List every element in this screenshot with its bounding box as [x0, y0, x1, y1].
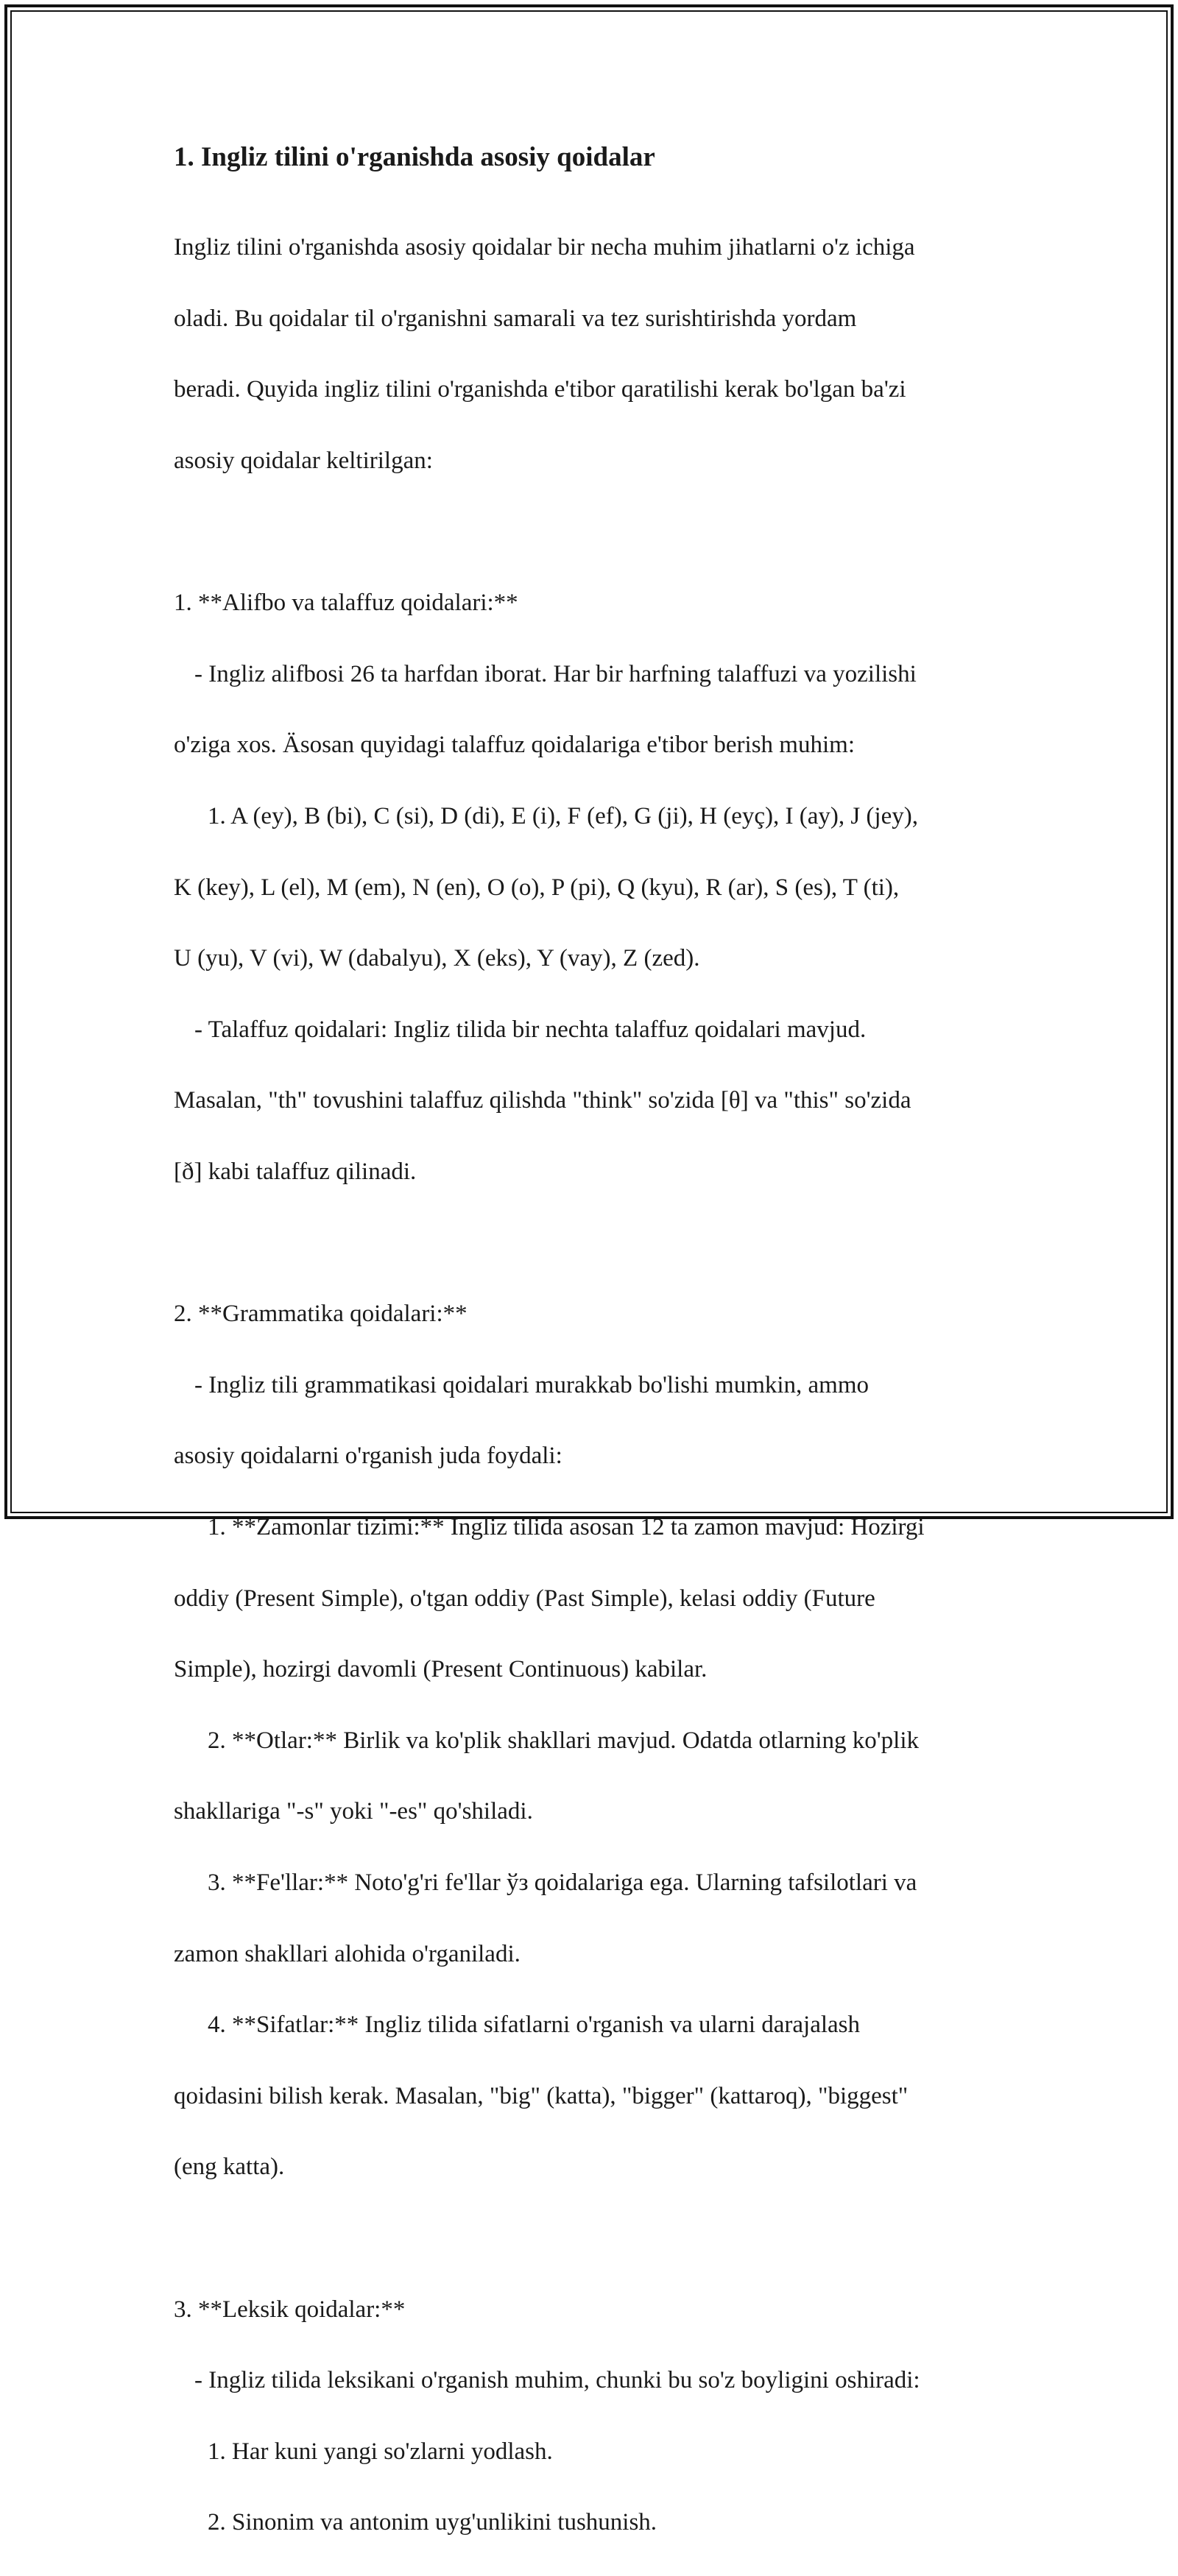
list-item-continuation: oddiy (Present Simple), o'tgan oddiy (Past Simple), kelasi oddiy (Future — [174, 1585, 875, 1612]
section-alphabet — [174, 550, 1013, 1225]
intro-line: oladi. Bu qoidalar til o'rganishni samarali va tez surishtirishda yordam — [174, 305, 857, 332]
list-item: 2. **Otlar:** Birlik va ko'plik shakllari mavjud. Odatda otlarning ko'plik — [208, 1727, 919, 1754]
section-heading: 1. **Alifbo va talaffuz qoidalari:** — [174, 590, 518, 617]
list-item-continuation: Masalan, "th" tovushini talaffuz qilishda "think" so'zida [θ] va "this" so'zida — [174, 1087, 911, 1114]
list-item: 1. **Zamonlar tizimi:** Ingliz tilida asosan 12 ta zamon mavjud: Hozirgi — [208, 1513, 925, 1540]
list-item: 4. **Sifatlar:** Ingliz tilida sifatlarni o'rganish va ularni darajalash — [208, 2011, 861, 2039]
list-item-continuation: Simple), hozirgi davomli (Present Continuous) kabilar. — [174, 1656, 708, 1683]
list-item-continuation: qoidasini bilish kerak. Masalan, "big" (katta), "bigger" (kattaroq), "biggest" — [174, 2082, 909, 2109]
intro-line: asosiy qoidalar keltirilgan: — [174, 447, 433, 475]
list-item: 1. A (ey), B (bi), C (si), D (di), E (i), F (ef), G (ji), H (eyç), I (ay), J (jey), — [208, 803, 918, 830]
list-item: - Talaffuz qoidalari: Ingliz tilida bir nechta talaffuz qoidalari mavjud. — [194, 1016, 867, 1043]
list-item: 2. Sinonim va antonim uyg'unlikini tushunish. — [208, 2509, 657, 2536]
intro-line: beradi. Quyida ingliz tilini o'rganishda e'tibor qaratilishi kerak bo'lgan ba'zi — [174, 376, 906, 403]
intro-line: Ingliz tilini o'rganishda asosiy qoidalar bir necha muhim jihatlarni o'z ichiga — [174, 234, 915, 261]
list-item-continuation: asosiy qoidalarni o'rganish juda foydali: — [174, 1443, 562, 1470]
section-heading: 3. **Leksik qoidalar:** — [174, 2296, 406, 2323]
document-title: 1. Ingliz tilini o'rganishda asosiy qoidalar — [174, 142, 655, 172]
list-item: - Ingliz tili grammatikasi qoidalari murakkab bo'lishi mumkin, ammo — [194, 1371, 870, 1398]
list-item: 1. Har kuni yangi so'zlarni yodlash. — [208, 2438, 553, 2465]
list-item: - Ingliz tilida leksikani o'rganish muhim, chunki bu so'z boyligini oshiradi: — [194, 2367, 920, 2394]
list-item-continuation: K (key), L (el), M (em), N (en), O (o), P (pi), Q (kyu), R (ar), S (es), T (ti), — [174, 874, 900, 901]
list-item-continuation: zamon shakllari alohida o'rganiladi. — [174, 1940, 521, 1967]
list-item: - Ingliz alifbosi 26 ta harfdan iborat. Har bir harfning talaffuzi va yozilishi — [194, 660, 917, 687]
section-heading: 2. **Grammatika qoidalari:** — [174, 1301, 468, 1328]
section-lexical — [174, 2256, 1013, 2576]
list-item-continuation: [ð] kabi talaffuz qilinadi. — [174, 1158, 417, 1186]
list-item-continuation: o'ziga xos. Äsosan quyidagi talaffuz qoidalariga e'tibor berish muhim: — [174, 732, 855, 759]
list-item: 3. **Fe'llar:** Noto'g'ri fe'llar ўз qoidalariga ega. Ularning tafsilotlari va — [208, 1869, 917, 1896]
list-item-continuation: shakllariga "-s" yoki "-es" qo'shiladi. — [174, 1798, 533, 1825]
intro-paragraph — [174, 194, 1013, 514]
list-item-continuation: U (yu), V (vi), W (dabalyu), X (eks), Y (vay), Z (zed). — [174, 945, 700, 972]
document-body — [174, 138, 1013, 2576]
section-grammar — [174, 1261, 1013, 2221]
list-item-continuation: (eng katta). — [174, 2154, 285, 2181]
